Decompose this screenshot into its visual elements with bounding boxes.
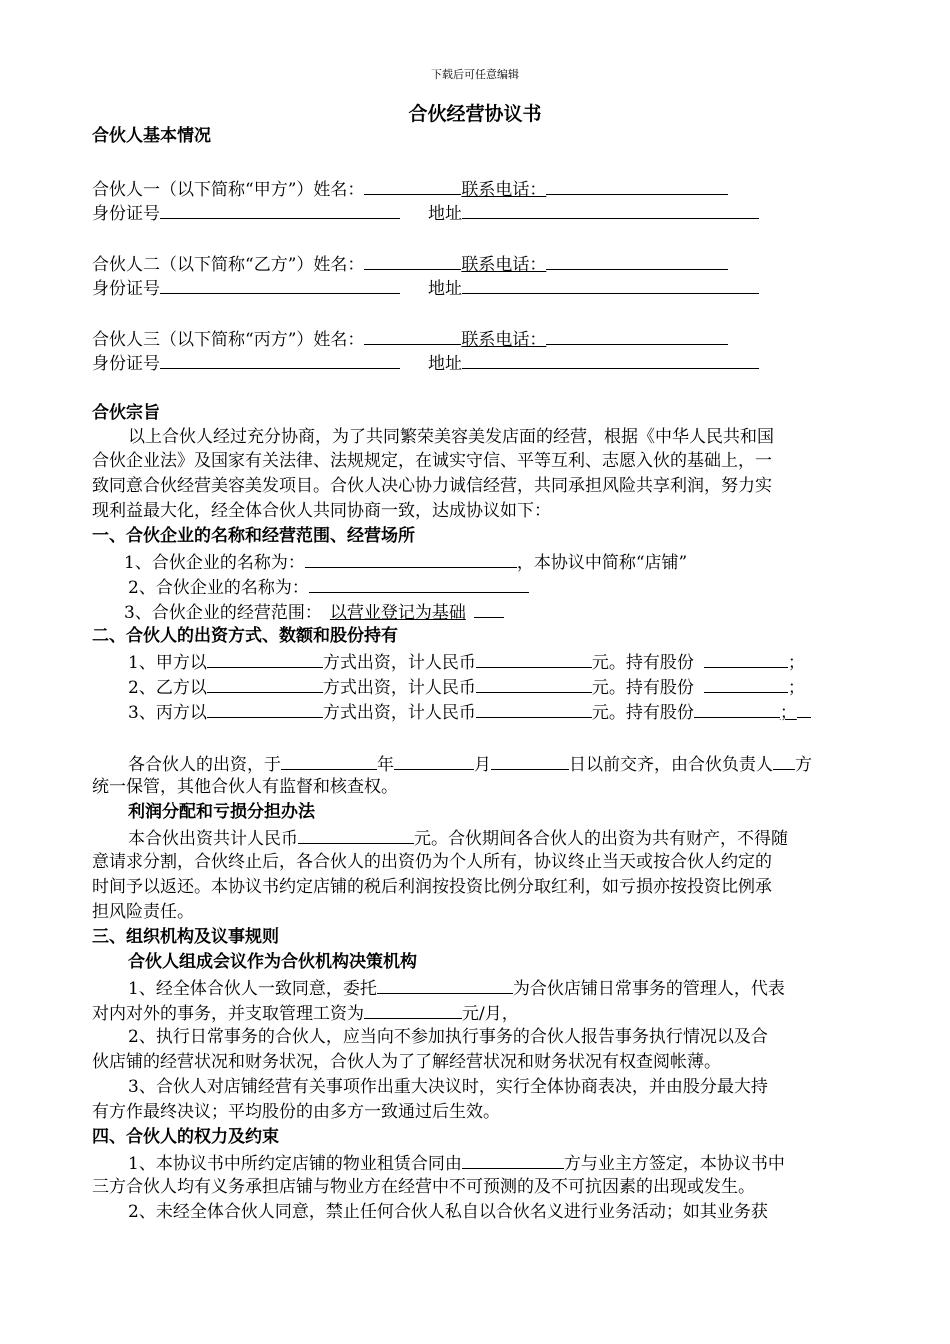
- partner-2-row: [92, 251, 862, 277]
- profit-line-2: 意请求分割，合伙终止后，各合伙人的出资仍为个人所有，协议终止当天或按合伙人约定的: [92, 852, 772, 872]
- contribution-3-amount-field[interactable]: [476, 699, 592, 718]
- profit-heading: 利润分配和亏损分担办法: [128, 802, 315, 822]
- partner-3-addr-field[interactable]: [462, 350, 759, 369]
- section-3-item-2-line-2: 伙店铺的经营状况和财务状况，合伙人为了了解经营状况和财务状况有权查阅帐薄。: [92, 1052, 721, 1072]
- salary-field[interactable]: [364, 1000, 462, 1019]
- partner-2-label: 合伙人二（以下简称“乙方”）姓名：: [92, 255, 365, 275]
- deadline-year-label: 年: [377, 755, 394, 775]
- contribution-row-2: [92, 674, 898, 700]
- purpose-line-1: 以上合伙人经过充分协商，为了共同繁荣美容美发店面的经营，根据《中华人民共和国: [128, 427, 774, 447]
- partner-1-addr-label: 地址: [428, 204, 462, 224]
- partner-3-id-label: 身份证号: [92, 354, 160, 374]
- partner-1-phone-field[interactable]: [546, 176, 728, 195]
- section-3-item-1-line-2: [92, 1000, 862, 1026]
- total-capital-field[interactable]: [298, 825, 414, 844]
- deadline-month-label: 月: [474, 755, 491, 775]
- partner-2-phone-label: 联系电话：: [461, 255, 547, 275]
- lease-prefix: 1、本协议书中所约定店铺的物业租赁合同由: [128, 1154, 462, 1174]
- partner-3-id-row: [92, 350, 862, 376]
- manager-field[interactable]: [377, 975, 513, 994]
- business-scope-value[interactable]: 以营业登记为基础: [329, 603, 466, 623]
- basic-info-heading: 合伙人基本情况: [92, 126, 211, 146]
- partner-3-id-field[interactable]: [160, 350, 400, 369]
- manager-prefix: 1、经全体合伙人一致同意，委托: [128, 979, 377, 999]
- header-note: 下载后可任意编辑: [431, 68, 519, 81]
- deadline-prefix: 各合伙人的出资，于: [128, 755, 281, 775]
- contribution-2-end: ；: [787, 678, 805, 698]
- partner-2-name-field[interactable]: [364, 251, 461, 270]
- contribution-1-amount-field[interactable]: [476, 649, 592, 668]
- section-3-subheading: 合伙人组成会议作为合伙机构决策机构: [128, 952, 417, 972]
- purpose-line-3: 致同意合伙经营美容美发项目。合伙人决心协力诚信经营，共同承担风险共享利润，努力实: [92, 476, 772, 496]
- profit-line-1: [92, 825, 898, 851]
- profit-prefix: 本合伙出资共计人民币: [128, 829, 298, 849]
- section-1-item-2: [92, 574, 898, 600]
- business-name-field-2[interactable]: [309, 574, 529, 593]
- partner-3-addr-label: 地址: [428, 354, 462, 374]
- partner-3-row: [92, 326, 862, 352]
- contribution-1-share-field[interactable]: [704, 649, 788, 668]
- section-3-item-3-line-2: 有方作最终决议；平均股份的由多方一致通过后生效。: [92, 1102, 500, 1122]
- section-1-heading: 一、合伙企业的名称和经营范围、经营场所: [92, 526, 415, 546]
- partner-2-addr-label: 地址: [428, 279, 462, 299]
- contribution-3-share-field[interactable]: [694, 699, 780, 718]
- business-name-field[interactable]: [305, 549, 517, 568]
- partner-2-addr-field[interactable]: [462, 275, 759, 294]
- contribution-1-mid1: 方式出资，计人民币: [322, 653, 476, 673]
- section-1-item-1: [92, 549, 894, 575]
- section-4-heading: 四、合伙人的权力及约束: [92, 1127, 279, 1147]
- partner-3-phone-field[interactable]: [546, 326, 728, 345]
- section-1-item-1-suffix: ，本协议中简称“店铺”: [516, 553, 688, 573]
- section-3-item-2-line-1: 2、执行日常事务的合伙人，应当向不参加执行事务的合伙人报告事务执行情况以及合: [128, 1027, 768, 1047]
- section-2-heading: 二、合伙人的出资方式、数额和股份持有: [92, 626, 398, 646]
- contribution-2-prefix: 2、乙方以: [128, 678, 207, 698]
- contribution-1-mid2: 元。持有股份: [591, 653, 694, 673]
- profit-line-3: 时间予以返还。本协议书约定店铺的税后利润按投资比例分取红利，如亏损亦按投资比例承: [92, 877, 772, 897]
- partner-2-id-label: 身份证号: [92, 279, 160, 299]
- partner-1-row: [92, 176, 862, 202]
- partner-1-label: 合伙人一（以下简称“甲方”）姓名：: [92, 180, 365, 200]
- section-3-heading: 三、组织机构及议事规则: [92, 927, 279, 947]
- section-3-item-1-line-1: [92, 975, 898, 1001]
- contribution-deadline-line-2: 统一保管，其他合伙人有监督和核查权。: [92, 777, 398, 797]
- contribution-2-share-field[interactable]: [704, 674, 788, 693]
- partner-1-addr-field[interactable]: [462, 200, 759, 219]
- contribution-3-end: ；: [779, 703, 797, 723]
- deadline-end: 方: [795, 755, 812, 775]
- contribution-2-method-field[interactable]: [207, 674, 323, 693]
- contribution-1-end: ；: [787, 653, 805, 673]
- contribution-2-mid2: 元。持有股份: [591, 678, 694, 698]
- partner-1-id-label: 身份证号: [92, 204, 160, 224]
- purpose-line-2: 合伙企业法》及国家有关法律、法规规定，在诚实守信、平等互利、志愿入伙的基础上，一: [92, 451, 772, 471]
- partner-1-id-field[interactable]: [160, 200, 400, 219]
- section-1-item-3: [92, 599, 894, 625]
- profit-suffix: 元。合伙期间各合伙人的出资为共有财产，不得随: [414, 829, 788, 849]
- contribution-1-prefix: 1、甲方以: [128, 653, 207, 673]
- section-4-item-1-line-1: [92, 1150, 898, 1176]
- lease-suffix: 方与业主方签定，本协议书中: [563, 1154, 785, 1174]
- partner-3-name-field[interactable]: [364, 326, 461, 345]
- section-1-item-3-prefix: 3、合伙企业的经营范围：: [124, 603, 322, 623]
- partner-2-phone-field[interactable]: [546, 251, 728, 270]
- lease-party-field[interactable]: [462, 1150, 564, 1169]
- contribution-row-3: [92, 699, 898, 725]
- contribution-2-amount-field[interactable]: [476, 674, 592, 693]
- section-4-item-2-line-1: 2、未经全体合伙人同意，禁止任何合伙人私自以合伙名义进行业务活动；如其业务获: [128, 1202, 768, 1222]
- purpose-heading: 合伙宗旨: [92, 403, 160, 423]
- deadline-year-field[interactable]: [281, 751, 377, 770]
- contribution-1-method-field[interactable]: [207, 649, 323, 668]
- partner-3-phone-label: 联系电话：: [461, 330, 547, 350]
- section-1-item-1-prefix: 1、合伙企业的名称为：: [124, 553, 305, 573]
- salary-prefix: 对内对外的事务，并支取管理工资为: [92, 1004, 364, 1024]
- partner-2-id-field[interactable]: [160, 275, 400, 294]
- profit-line-4: 担风险责任。: [92, 902, 194, 922]
- contribution-3-method-field[interactable]: [207, 699, 323, 718]
- deadline-month-field[interactable]: [394, 751, 474, 770]
- responsible-party-field[interactable]: [773, 751, 795, 770]
- purpose-line-4: 现利益最大化，经全体合伙人共同协商一致，达成协议如下：: [92, 501, 551, 521]
- section-1-item-2-prefix: 2、合伙企业的名称为：: [128, 578, 309, 598]
- document-title: 合伙经营协议书: [408, 103, 542, 125]
- partner-2-id-row: [92, 275, 862, 301]
- section-3-item-3-line-1: 3、合伙人对店铺经营有关事项作出重大决议时，实行全体协商表决，并由股分最大持: [128, 1077, 768, 1097]
- manager-suffix: 为合伙店铺日常事务的管理人，代表: [512, 979, 785, 999]
- contribution-2-mid1: 方式出资，计人民币: [322, 678, 476, 698]
- section-4-item-1-line-2: 三方合伙人均有义务承担店铺与物业方在经营中不可预测的及不可抗因素的出现或发生。: [92, 1177, 755, 1197]
- deadline-day-field[interactable]: [491, 751, 569, 770]
- deadline-day-label: 日以前交齐，由合伙负责人: [569, 755, 773, 775]
- partner-1-phone-label: 联系电话：: [461, 180, 547, 200]
- business-scope-tail: [474, 599, 504, 618]
- salary-suffix: 元/月，: [462, 1004, 519, 1024]
- contribution-3-mid1: 方式出资，计人民币: [322, 703, 476, 723]
- partner-1-id-row: [92, 200, 862, 226]
- partner-1-name-field[interactable]: [364, 176, 461, 195]
- partner-3-label: 合伙人三（以下简称“丙方”）姓名：: [92, 330, 365, 350]
- contribution-3-mid2: 元。持有股份: [591, 703, 694, 723]
- contribution-3-tail: [797, 699, 811, 718]
- contribution-deadline-line: [92, 751, 898, 777]
- contribution-3-prefix: 3、丙方以: [128, 703, 207, 723]
- contribution-row-1: [92, 649, 898, 675]
